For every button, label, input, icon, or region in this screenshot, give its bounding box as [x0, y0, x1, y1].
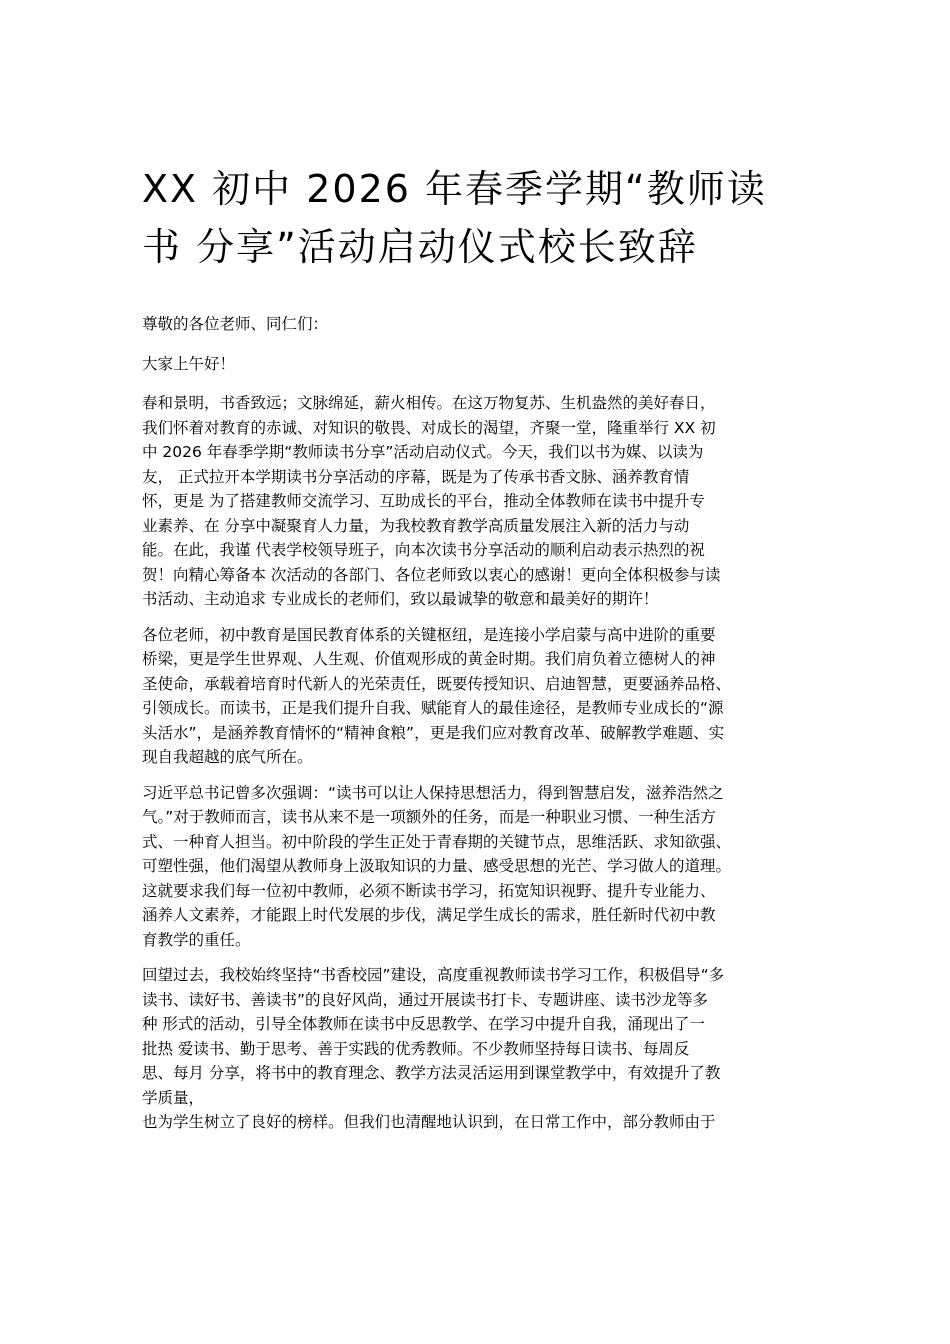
text-line: 也为学生树立了良好的榜样。但我们也清醒地认识到，在日常工作中，部分教师由于	[142, 1113, 716, 1131]
text-line: 种 形式的活动，引导全体教师在读书中反思教学、在学习中提升自我，涌现出了一	[142, 1015, 705, 1033]
text-line: 涵养人文素养，才能跟上时代发展的步伐，满足学生成长的需求，胜任新时代初中教	[142, 906, 716, 924]
paragraph	[142, 781, 822, 953]
greeting: 大家上午好！	[142, 354, 236, 373]
title-line: XX 初中 2026 年春季学期“教师读	[142, 167, 767, 211]
paragraph	[142, 623, 822, 770]
text-line: 春和景明，书香致远；文脉绵延，薪火相传。在这万物复苏、生机盎然的美好春日，	[142, 394, 716, 412]
text-line: 书活动、主动追求 专业成长的老师们，致以最诚挚的敬意和最美好的期许！	[142, 590, 659, 608]
text-line: 各位老师，初中教育是国民教育体系的关键枢纽，是连接小学启蒙与高中进阶的重要	[142, 625, 716, 644]
text-line: 中 2026 年春季学期“教师读书分享”活动启动仪式。今天，我们以书为媒、以读为	[142, 443, 704, 461]
text-line: 习近平总书记曾多次强调：“读书可以让人保持思想活力，得到智慧启发，滋养浩然之	[142, 783, 724, 802]
text-line: 读书、读好书、善读书”的良好风尚，通过开展读书打卡、专题讲座、读书沙龙等多	[142, 990, 709, 1009]
title-line: 书 分享”活动启动仪式校长致辞	[142, 225, 698, 269]
document-title	[142, 160, 842, 276]
text-line: 业素养、在 分享中凝聚育人力量，为我校教育教学高质量发展注入新的活力与动	[142, 516, 690, 535]
text-line: 引领成长。而读书，正是我们提升自我、赋能育人的最佳途径，是教师专业成长的“源	[142, 699, 724, 717]
text-line: 现自我超越的底气所在。	[142, 748, 313, 766]
text-line: 头活水”，是涵养教育情怀的“精神食粮”，更是我们应对教育改革、破解教学难题、实	[142, 723, 725, 742]
text-line: 式、一种育人担当。初中阶段的学生正处于青春期的关键节点，思维活跃、求知欲强、	[142, 832, 732, 851]
paragraph	[142, 391, 822, 612]
document-body	[142, 312, 822, 1146]
text-line: 可塑性强，他们渴望从教师身上汲取知识的力量、感受思想的光芒、学习做人的道理。	[142, 857, 732, 875]
text-line: 批热 爱读书、勤于思考、善于实践的优秀教师。不少教师坚持每日读书、每周反	[142, 1039, 690, 1058]
text-line: 贺！向精心筹备本 次活动的各部门、各位老师致以衷心的感谢！更向全体积极参与读	[142, 565, 721, 584]
text-line: 回望过去，我校始终坚持“书香校园”建设，高度重视教师读书学习工作，积极倡导“多	[142, 966, 725, 984]
text-line: 思、每月 分享，将书中的教育理念、教学方法灵活运用到课堂教学中，有效提升了教	[142, 1064, 721, 1082]
paragraph	[142, 963, 822, 1135]
text-line: 怀，更是 为了搭建教师交流学习、互助成长的平台，推动全体教师在读书中提升专	[142, 492, 705, 510]
text-line: 圣使命，承载着培育时代新人的光荣责任，既要传授知识、启迪智慧，更要涵养品格、	[142, 674, 732, 693]
salutation: 尊敬的各位老师、同仁们：	[142, 315, 329, 333]
text-line: 育教学的重任。	[142, 930, 251, 949]
text-line: 我们怀着对教育的赤诚、对知识的敬畏、对成长的渴望，齐聚一堂，隆重举行 XX 初	[142, 418, 716, 437]
text-line: 学质量，	[142, 1088, 205, 1107]
text-line: 气。”对于教师而言，读书从来不是一项额外的任务，而是一种职业习惯、一种生活方	[142, 808, 716, 826]
text-line: 友， 正式拉开本学期读书分享活动的序幕，既是为了传承书香文脉、涵养教育情	[142, 467, 690, 486]
text-line: 桥梁，更是学生世界观、人生观、价值观形成的黄金时期。我们肩负着立德树人的神	[142, 650, 716, 668]
text-line: 这就要求我们每一位初中教师，必须不断读书学习，拓宽知识视野、提升专业能力、	[142, 881, 716, 900]
text-line: 能。在此，我谨 代表学校领导班子，向本次读书分享活动的顺利启动表示热烈的祝	[142, 541, 705, 559]
